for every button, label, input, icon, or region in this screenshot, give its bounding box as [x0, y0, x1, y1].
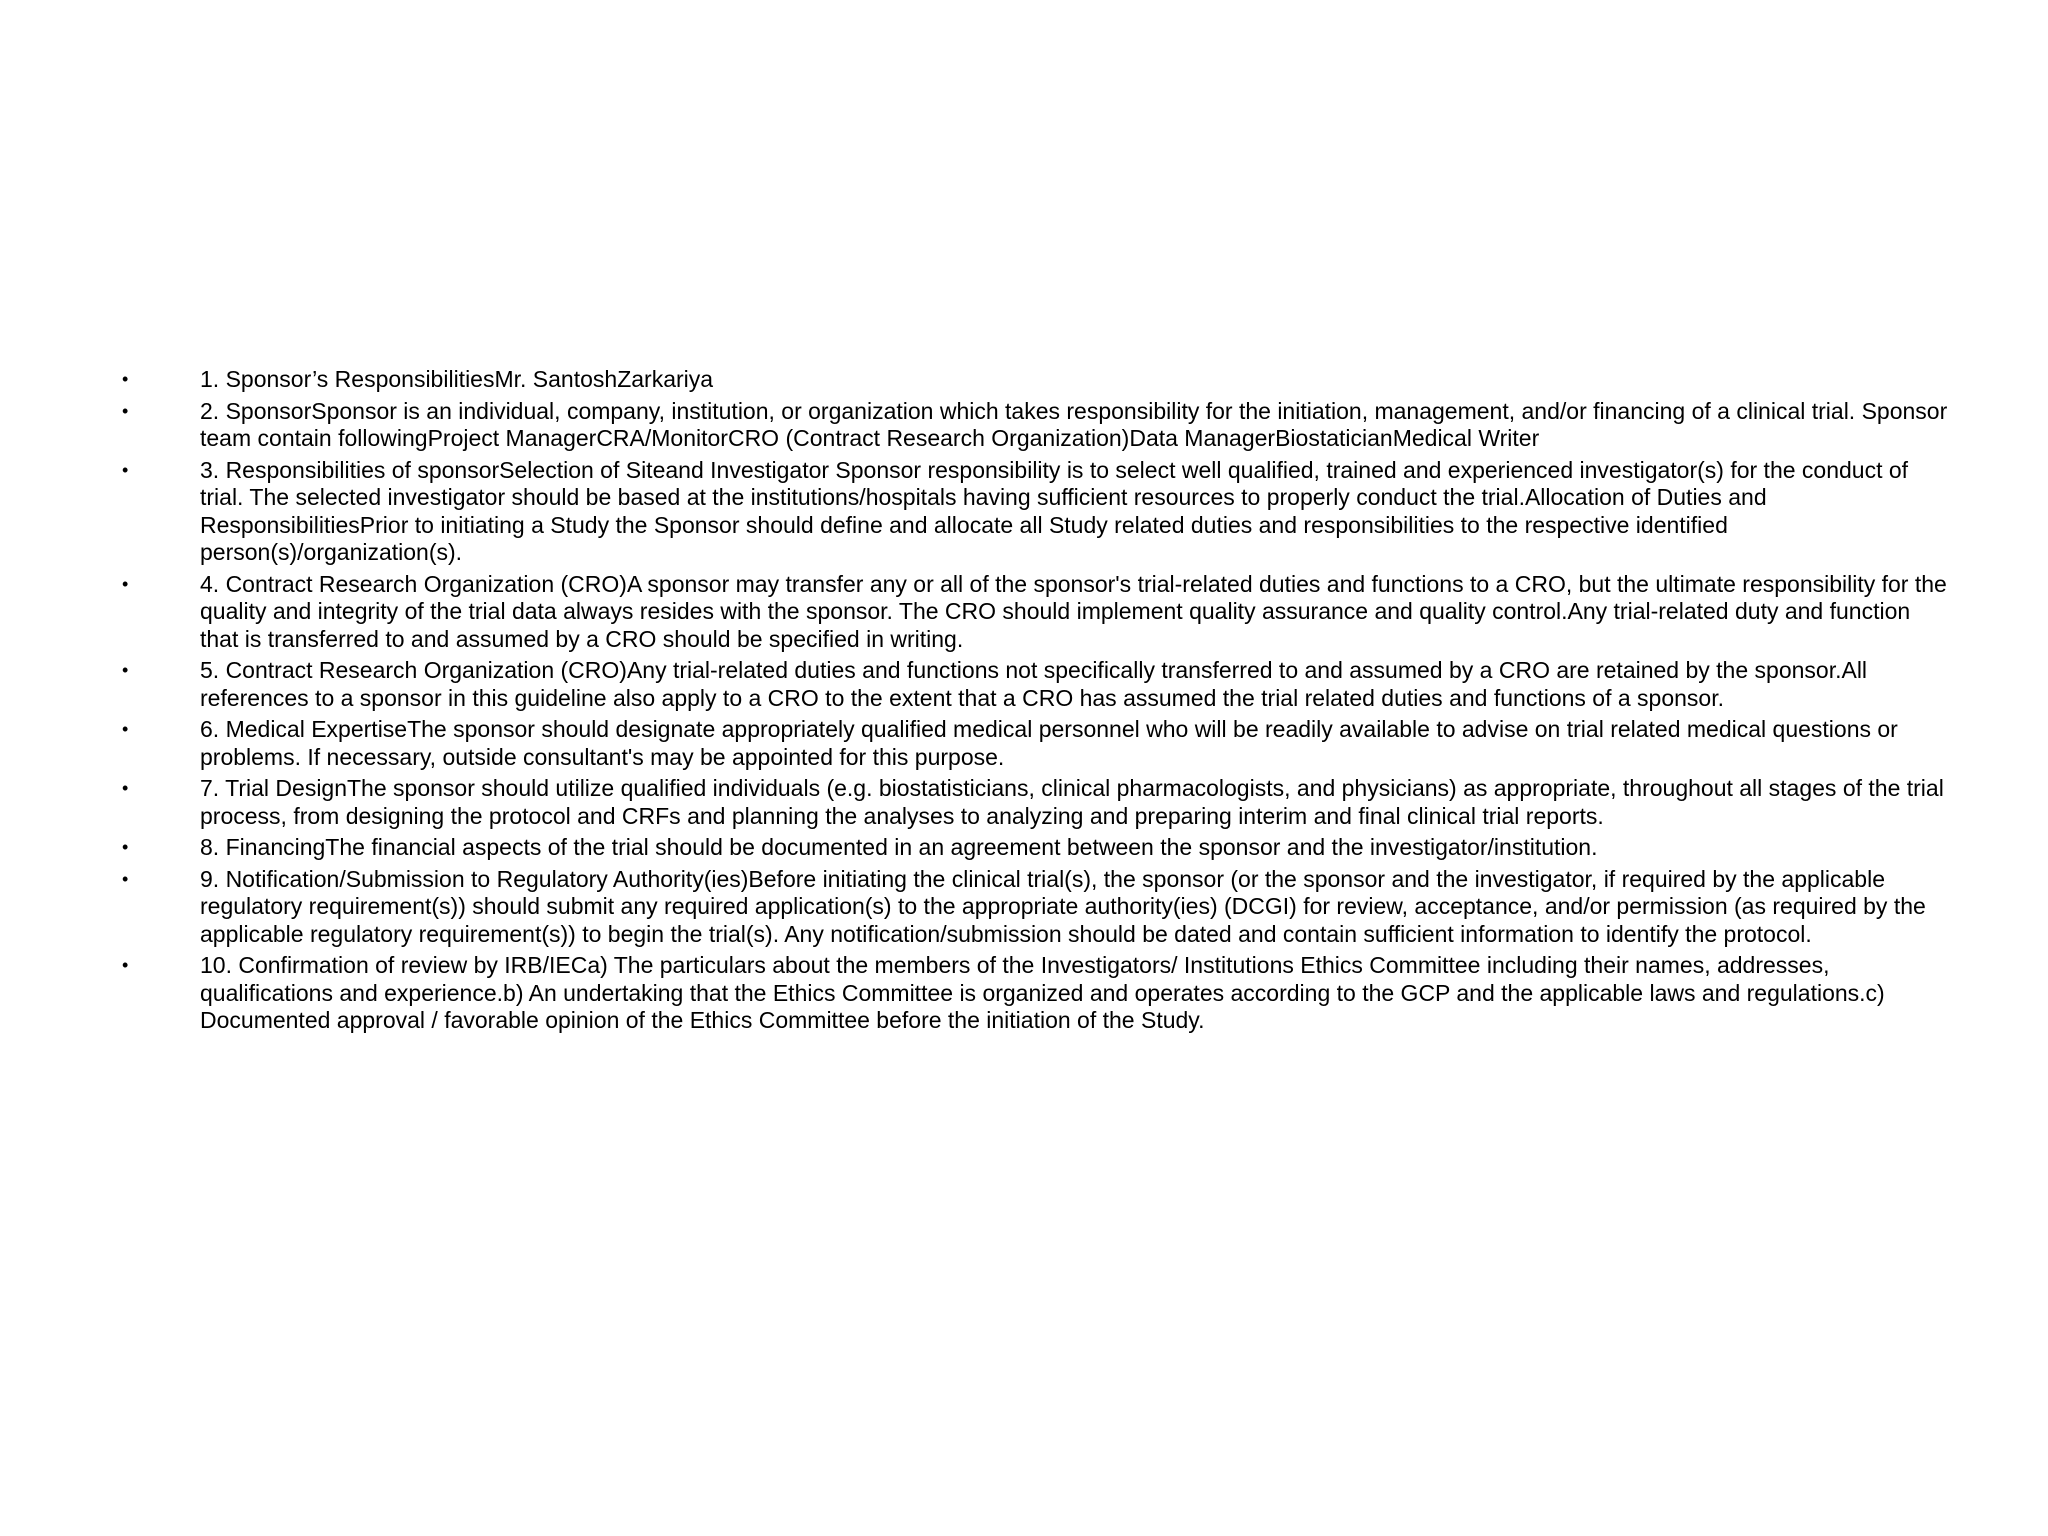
list-item — [118, 457, 1950, 567]
bullet-list — [118, 366, 1950, 1039]
bullet-icon: • — [122, 400, 129, 421]
list-item — [118, 366, 1950, 394]
list-item-text: 1. Sponsor’s ResponsibilitiesMr. SantoshZarkariya — [200, 366, 714, 392]
bullet-icon: • — [122, 719, 129, 739]
list-item — [118, 775, 1950, 830]
bullet-icon: • — [122, 778, 129, 798]
bullet-icon: • — [122, 868, 129, 889]
list-item-text: 9. Notification/Submission to Regulatory Authority(ies)Before initiating the clinical trial(s), the sponsor (or the sponsor and the investigator, if required by the applicable regulatory requirement(s)) should submit any required application(s) to the appropriate authority(ies) (DCGI) for review, acceptance, and/or permission (as required by the applicable regulatory requirement(s)) to begin the trial(s). Any notification/submission should be dated and contain sufficient information to identify the protocol. — [200, 865, 1926, 947]
list-item-text: 4. Contract Research Organization (CRO)A sponsor may transfer any or all of the sponsor's trial-related duties and functions to a CRO, but the ultimate responsibility for the quality and integrity of the trial data always resides with the sponsor. The CRO should implement quality assurance and quality control.Any trial-related duty and function that is transferred to and assumed by a CRO should be specified in writing. — [200, 570, 1947, 652]
list-item-text: 2. SponsorSponsor is an individual, company, institution, or organization which takes responsibility for the initiation, management, and/or financing of a clinical trial. Sponsor team contain followingProject ManagerCRA/MonitorCRO (Contract Research Organization)Data ManagerBiostaticianMedical Writer — [200, 397, 1948, 451]
list-item — [118, 716, 1950, 771]
list-item — [118, 657, 1950, 712]
bullet-icon: • — [122, 660, 129, 680]
list-item-text: 3. Responsibilities of sponsorSelection of Siteand Investigator Sponsor responsibility is to select well qualified, trained and experienced investigator(s) for the conduct of trial. The selected investigator should be based at the institutions/hospitals having sufficient resources to properly conduct the trial.Allocation of Duties and ResponsibilitiesPrior to initiating a Study the Sponsor should define and allocate all Study related duties and responsibilities to the respective identified person(s)/organization(s). — [200, 456, 1909, 565]
bullet-icon: • — [122, 955, 129, 975]
list-item — [118, 398, 1950, 453]
list-item-text: 10. Confirmation of review by IRB/IECa) The particulars about the members of the Investigators/ Institutions Ethics Committee including their names, addresses, qualifications and experience.b) An undertaking that the Ethics Committee is organized and operates according to the GCP and the applicable laws and regulations.c) Documented approval / favorable opinion of the Ethics Committee before the initiation of the Study. — [200, 952, 1885, 1033]
bullet-icon: • — [122, 837, 129, 857]
list-item — [118, 866, 1950, 949]
list-item — [118, 571, 1950, 654]
bullet-icon: • — [122, 459, 129, 480]
list-item-text: 6. Medical ExpertiseThe sponsor should designate appropriately qualified medical personnel who will be readily available to advise on trial related medical questions or problems. If necessary, outside consultant's may be appointed for this purpose. — [200, 716, 1898, 770]
bullet-icon: • — [122, 573, 129, 594]
list-item-text: 7. Trial DesignThe sponsor should utilize qualified individuals (e.g. biostatisticians, clinical pharmacologists, and physicians) as appropriate, throughout all stages of the trial process, from designing the protocol and CRFs and planning the analyses to analyzing and preparing interim and final clinical trial reports. — [200, 775, 1944, 829]
list-item-text: 5. Contract Research Organization (CRO)Any trial-related duties and functions not specifically transferred to and assumed by a CRO are retained by the sponsor.All references to a sponsor in this guideline also apply to a CRO to the extent that a CRO has assumed the trial related duties and functions of a sponsor. — [200, 657, 1868, 711]
list-item — [118, 834, 1950, 862]
bullet-icon: • — [122, 369, 129, 389]
list-item — [118, 952, 1950, 1035]
list-item-text: 8. FinancingThe financial aspects of the trial should be documented in an agreement between the sponsor and the investigator/institution. — [200, 834, 1598, 860]
